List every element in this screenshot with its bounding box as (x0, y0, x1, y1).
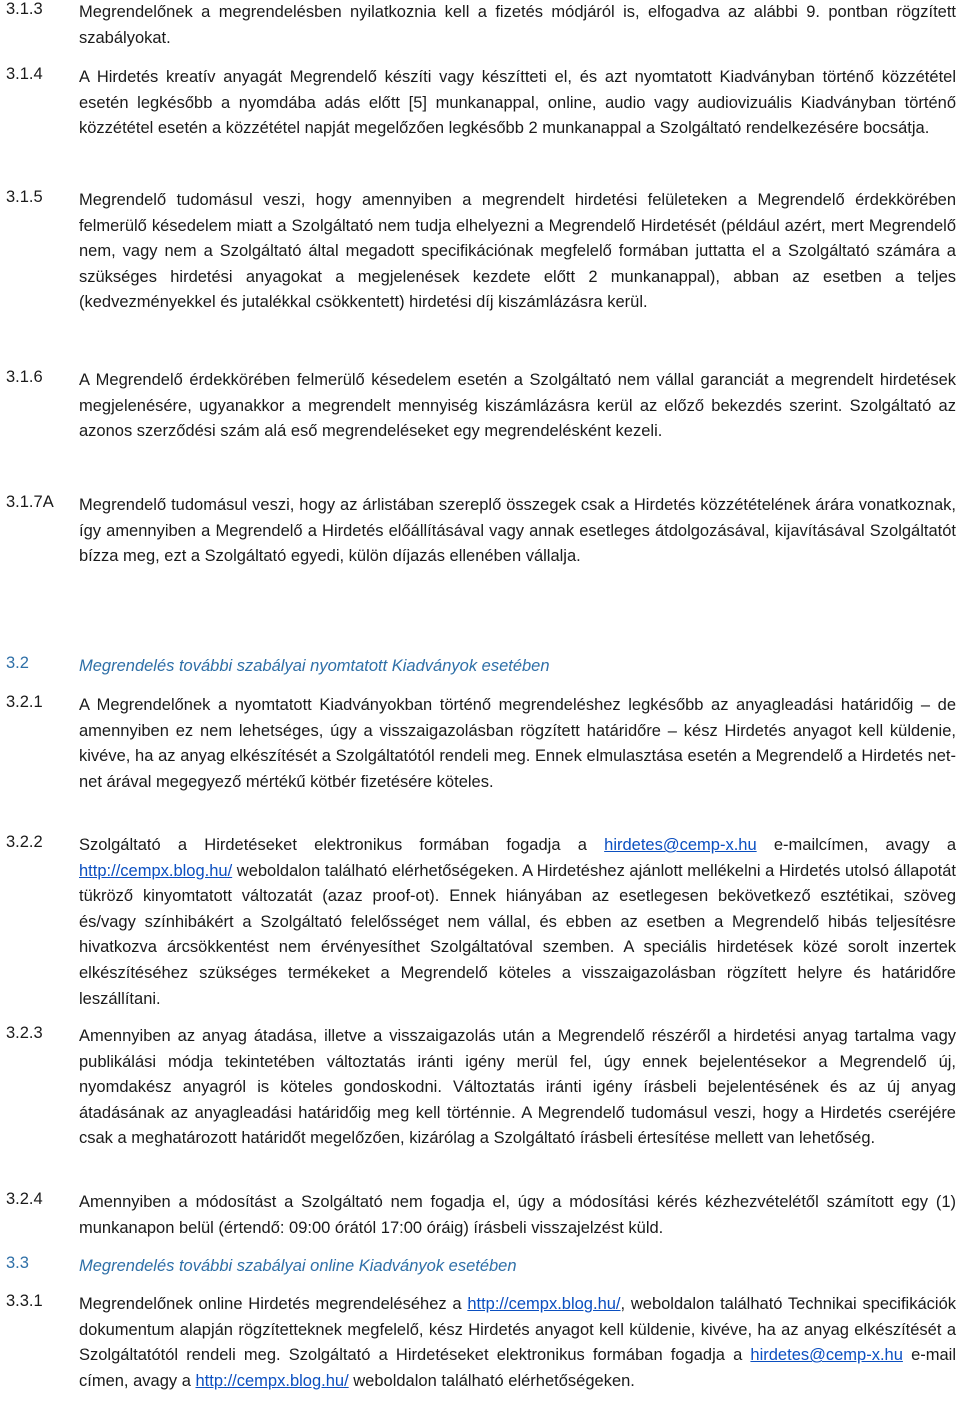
paragraph-number: 3.2.4 (6, 1190, 43, 1208)
text-run: , weboldalon található Technikai specifikációk dokumentum alapján rögzítetteknek megfelelő, kész Hirdetés anyagot kell küldenie, kivéve, ha az anyag elkészítését a Szolgáltatótól rendeli meg. Szolgáltató a Hirdetéseket elektronikus formában fogadja a (79, 1295, 956, 1365)
section-number: 3.2 (6, 654, 29, 672)
paragraph-text: A Hirdetés kreatív anyagát Megrendelő készíti vagy készítteti el, és azt nyomtatott Kiadványban történő közzététel esetén legkésőbb a nyomdába adás előtt [5] munkanappal, online, audio vagy audiovizuális Kiadványban történő közzététel esetén a közzététel napját megelőzően legkésőbb 2 munkanappal a Szolgáltató rendelkezésére bocsátja. (79, 68, 956, 138)
paragraph-text (79, 1292, 956, 1394)
section-heading-3-3 (6, 1254, 956, 1280)
paragraph-number: 3.2.3 (6, 1024, 43, 1042)
text-run: weboldalon található elérhetőségeken. (348, 1371, 635, 1390)
paragraph-number: 3.3.1 (6, 1292, 43, 1310)
paragraph-text: Amennyiben az anyag átadása, illetve a visszaigazolás után a Megrendelő részéről a hirdetési anyag tartalma vagy publikálási módja tekintetében változtatás iránti igény merül fel, úgy ennek bejelentésekor a Megrendelő új, nyomdakész anyagról is köteles gondoskodni. Változtatás iránti igény írásbeli bejelentésének és az új anyag átadásának az anyagleadási határidőig meg kell történnie. A Megrendelő tudomásul veszi, hogy a Hirdetés cseréjére csak a meghatározott határidőt megelőzően, kizárólag a Szolgáltató írásbeli értesítése mellett van lehetőség. (79, 1027, 956, 1148)
paragraph-text: Megrendelő tudomásul veszi, hogy amennyiben a megrendelt hirdetési felületeken a Megrendelő érdekkörében felmerülő késedelem miatt a Szolgáltató nem tudja elhelyezni a Megrendelő Hirdetését (például azért, mert Megrendelő nem, vagy nem a Szolgáltató által megadott specifikációnak megfelelő formában juttatta el a Szolgáltató számára a szükséges hirdetési anyagokat a megjelenések kezdete előtt 2 munkanappal), abban az esetben a teljes (kedvezményekkel és jutalékkal csökkentett) hirdetési díj kiszámlázásra kerül. (79, 191, 956, 312)
paragraph-text: Megrendelőnek a megrendelésben nyilatkoznia kell a fizetés módjáról is, elfogadva az alábbi 9. pontban rögzített szabályokat. (79, 3, 956, 47)
section-title: Megrendelés további szabályai online Kiadványok esetében (79, 1257, 517, 1275)
paragraph-3-2-3 (6, 1024, 956, 1152)
paragraph-text: A Megrendelőnek a nyomtatott Kiadványokban történő megrendeléshez legkésőbb az anyagleadási határidőig – de amennyiben ez nem lehetséges, úgy a visszaigazolásban rögzített határidőre – kész Hirdetés anyagot kell küldenie, kivéve, ha az anyag elkészítését a Szolgáltatótól rendeli meg. Ennek elmulasztása esetén a Megrendelő a Hirdetés net-net árával megegyező mértékű kötbér fizetésére köteles. (79, 696, 956, 791)
paragraph-3-1-3 (6, 0, 956, 51)
website-link[interactable]: http://cempx.blog.hu/ (467, 1295, 621, 1313)
paragraph-number: 3.1.3 (6, 0, 43, 18)
text-run: Megrendelőnek online Hirdetés megrendeléséhez a (79, 1295, 468, 1313)
paragraph-number: 3.1.6 (6, 368, 43, 386)
paragraph-number: 3.1.4 (6, 65, 43, 83)
text-run: e-mailcímen, avagy a (756, 836, 956, 854)
paragraph-3-1-6 (6, 368, 956, 445)
paragraph-text: A Megrendelő érdekkörében felmerülő késedelem esetén a Szolgáltató nem vállal garanciát a megrendelt hirdetések megjelenésére, ugyanakkor a megrendelt mennyiség kiszámlázásra kerül az előző bekezdés szerint. Szolgáltató az azonos szerződési szám alá eső megrendeléseket egy megrendelésként kezeli. (79, 371, 956, 441)
paragraph-3-2-4 (6, 1190, 956, 1241)
website-link[interactable]: http://cempx.blog.hu/ (79, 861, 233, 880)
section-title: Megrendelés további szabályai nyomtatott Kiadványok esetében (79, 657, 550, 675)
paragraph-3-1-7a (6, 493, 956, 570)
paragraph-3-2-1 (6, 693, 956, 795)
email-link[interactable]: hirdetes@cemp-x.hu (604, 836, 757, 854)
paragraph-text: Amennyiben a módosítást a Szolgáltató nem fogadja el, úgy a módosítási kérés kézhezvételétől számított egy (1) munkanapon belül (értendő: 09:00 órától 17:00 óráig) írásbeli visszajelzést küld. (79, 1193, 956, 1237)
paragraph-number: 3.1.5 (6, 188, 43, 206)
paragraph-text (79, 833, 956, 1012)
paragraph-number: 3.2.2 (6, 833, 43, 851)
text-run: Szolgáltató a Hirdetéseket elektronikus formában fogadja a (79, 836, 605, 854)
section-number: 3.3 (6, 1254, 29, 1272)
paragraph-number: 3.1.7A (6, 493, 54, 511)
text-run: weboldalon található elérhetőségeken. A Hirdetéshez ajánlott mellékelni a Hirdetés utolsó állapotát tükröző kinyomtatott változatát (azaz proof-ot). Ennek hiányában az esetlegesen bekövetkező esztétikai, szöveg és/vagy színhibákért a Szolgáltató felelősséget nem vállal, és ebben az esetben a Megrendelő hibás teljesítésre hivatkozva árcsökkentést nem érvényesíthet Szolgáltatóval szemben. A speciális hirdetések közé sorolt inzertek elkészítéséhez szükséges termékeket a Megrendelő köteles a visszaigazolásban rögzített helyre és határidőre leszállítani. (79, 861, 956, 1008)
paragraph-3-1-4 (6, 65, 956, 142)
paragraph-text: Megrendelő tudomásul veszi, hogy az árlistában szereplő összegek csak a Hirdetés közzétételének árára vonatkoznak, így amennyiben a Megrendelő a Hirdetés előállításával vagy annak esetleges átdolgozásával, kijavításával Szolgáltatót bízza meg, ezt a Szolgáltató egyedi, külön díjazás ellenében vállalja. (79, 496, 956, 566)
website-link[interactable]: http://cempx.blog.hu/ (195, 1371, 349, 1390)
paragraph-3-2-2 (6, 833, 956, 1012)
paragraph-number: 3.2.1 (6, 693, 43, 711)
text-run: e-mail címen, avagy a (79, 1346, 956, 1390)
email-link[interactable]: hirdetes@cemp-x.hu (750, 1346, 903, 1365)
paragraph-3-1-5 (6, 188, 956, 316)
paragraph-3-3-1 (6, 1292, 956, 1394)
section-heading-3-2 (6, 654, 956, 680)
